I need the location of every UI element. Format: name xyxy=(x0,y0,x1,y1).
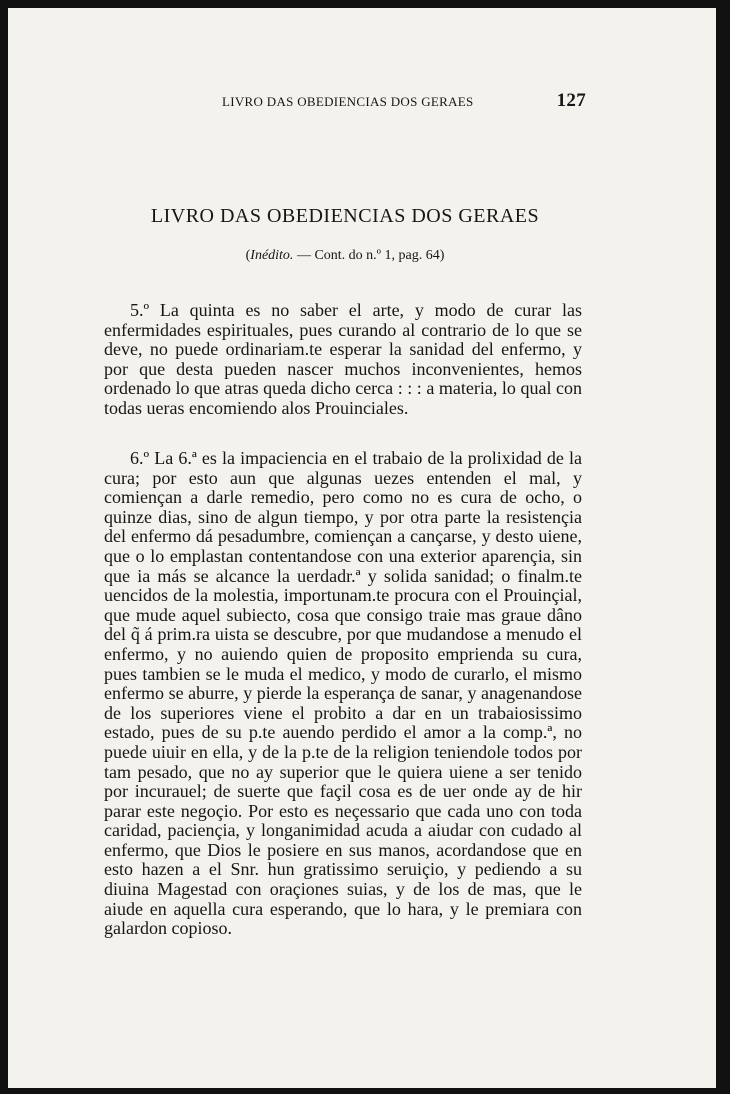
running-title: LIVRO DAS OBEDIENCIAS DOS GERAES xyxy=(222,94,474,109)
page-number: 127 xyxy=(556,90,586,111)
paragraph-5 xyxy=(104,301,582,419)
paragraph-6 xyxy=(104,449,582,939)
scan-border-top xyxy=(0,0,730,8)
source-note-italic: Inédito. xyxy=(250,248,294,263)
scan-border-bottom xyxy=(0,1088,730,1094)
paragraph-text: 6.º La 6.ª es la impaciencia en el trabaio de la prolixidad de la cura; por esto aun que algunas uezes entenden el mal, y comiençan a darle remedio, pero como no es cura de ocho, o quinze dias, sino de algun tiempo, y por otra parte la resistençia del enfermo dá pesadumbre, comiençan a cançarse, y desto uiene, que o lo emplastan contentandose con una exterior aparençia, sin que ia más se alcance la uerdadr.ª y solida sanidad; o finalm.te uencidos de la molestia, importunam.te procura con el Prouinçial, que mude aquel subiecto, cosa que consigo traie mas graue dâno del q̃ á prim.ra uista se descubre, por que mudandose a menudo el enfermo, y no auiendo quien de proposito emprienda su cura, pues tambien se le muda el medico, y modo de curarlo, el mismo enfermo se aburre, y pierde la esperança de sanar, y anagenandose de los superiores viene el probito a dar en un trabaiosissimo estado, pues de su p.te auendo perdido el amor a la comp.ª, no puede uiuir en ella, y de la p.te de la religion teniendole todos por tam pesado, que no ay superior que le quiera uiene a ser tenido por incurauel; de suerte que façil cosa es de uer onde ay de hir parar este negoçio. Por esto es neçessario que cada uno con toda caridad, paciençia, y longanimidad acuda a aiudar con cudado al enfermo, que Dios le posiere en sus manos, acordandose que en esto hazen a el Snr. hun gratissimo seruiçio, y pediendo a su diuina Magestad con oraçiones suias, y de los de mas, que le aiude en aquella cura esperando, que lo hara, y le premiara con galardon copioso. xyxy=(104,448,582,939)
scan-border-right xyxy=(716,0,730,1094)
scan-border-left xyxy=(0,0,8,1094)
source-note-open: ( xyxy=(245,248,251,263)
paragraph-text: 5.º La quinta es no saber el arte, y modo de curar las enfermidades espirituales, pues curando al contrario de lo que se deve, no puede ordinariam.te esperar la sanidad del enfermo, y por que desta pueden nascer muchos inconvenientes, hemos ordenado lo que atras queda dicho cerca : : : a materia, lo qual con todas ueras encomiendo alos Prouinciales. xyxy=(104,300,582,418)
section-title: LIVRO DAS OBEDIENCIAS DOS GERAES xyxy=(150,205,540,227)
source-note-rest: — Cont. do n.º 1, pag. 64) xyxy=(293,248,445,263)
source-note xyxy=(100,248,590,264)
